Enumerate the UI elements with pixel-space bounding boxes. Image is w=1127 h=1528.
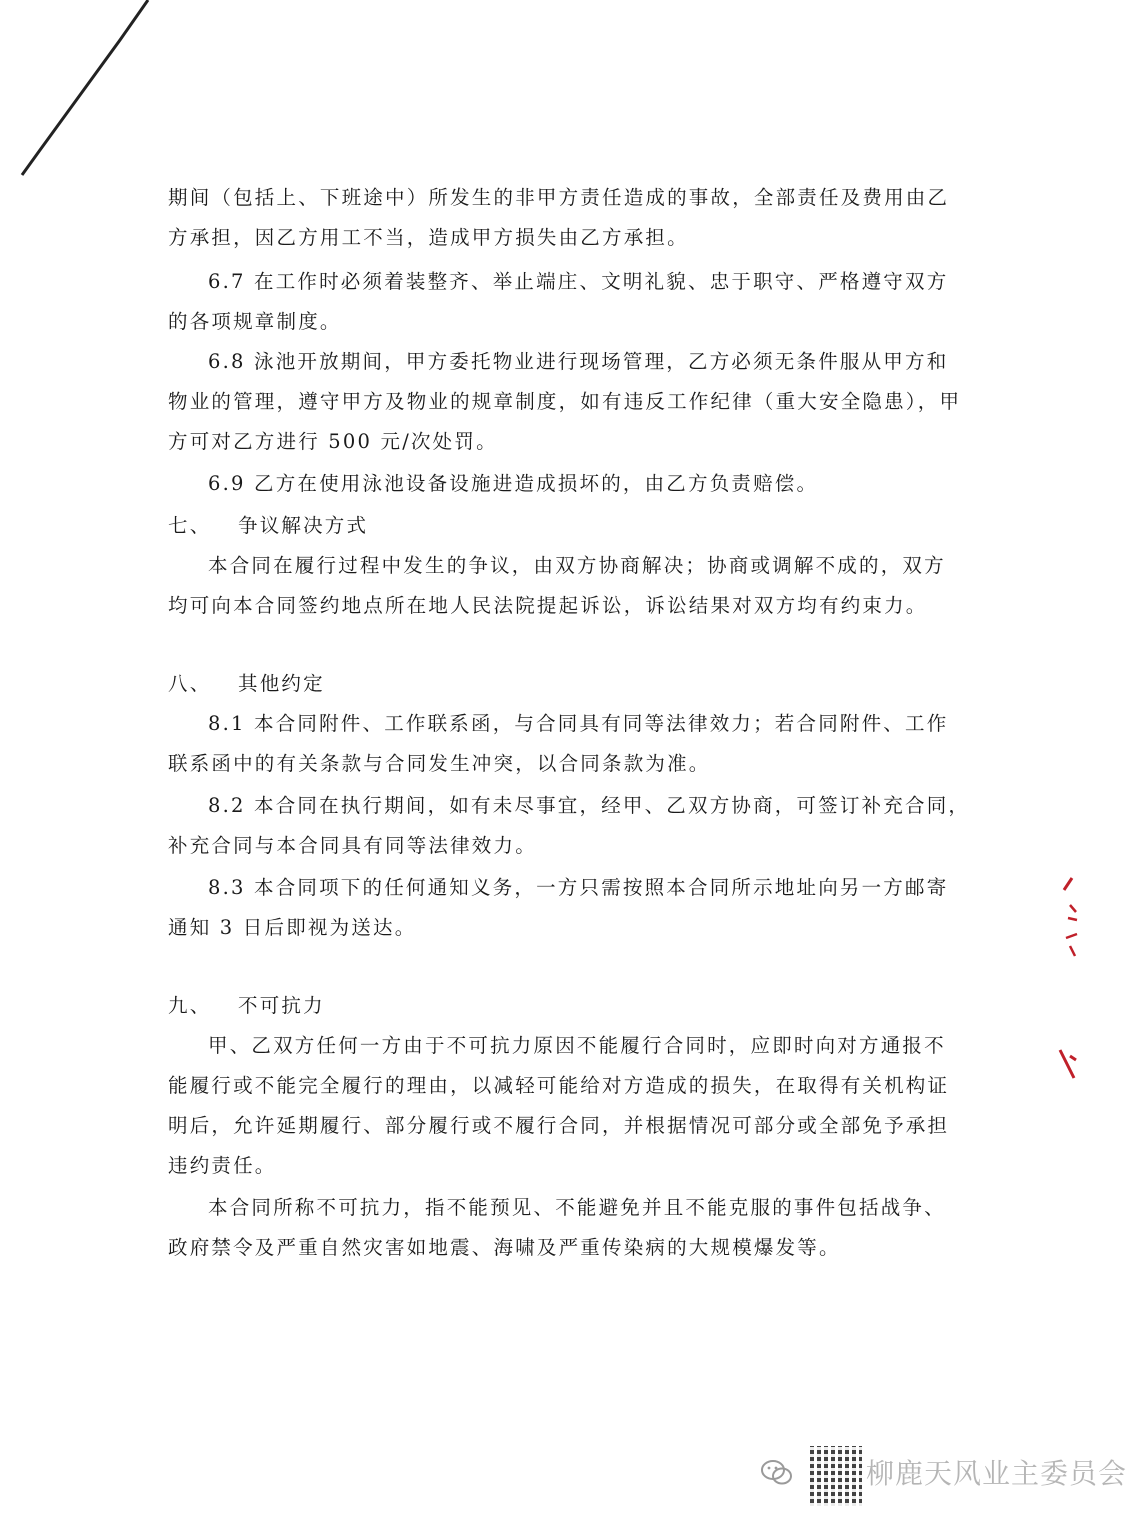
heading-title: 不可抗力 <box>238 994 325 1017</box>
paragraph-line: 的各项规章制度。 <box>168 310 342 333</box>
paragraph-line: 本合同在履行过程中发生的争议，由双方协商解决；协商或调解不成的，双方 <box>208 554 946 577</box>
paragraph-line: 联系函中的有关条款与合同发生冲突，以合同条款为准。 <box>168 752 711 775</box>
paragraph-line: 违约责任。 <box>168 1154 277 1177</box>
paragraph-line: 通知 3 日后即视为送达。 <box>168 916 417 939</box>
clause-6-8: 6.8 泳池开放期间，甲方委托物业进行现场管理，乙方必须无条件服从甲方和 <box>208 350 949 373</box>
paragraph-line: 物业的管理，遵守甲方及物业的规章制度，如有违反工作纪律（重大安全隐患），甲 <box>168 390 962 413</box>
qr-code-pattern <box>810 1446 862 1506</box>
section-heading-8 <box>168 664 325 704</box>
paragraph-line: 甲、乙双方任何一方由于不可抗力原因不能履行合同时，应即时向对方通报不 <box>208 1034 946 1057</box>
clause-6-9: 6.9 乙方在使用泳池设备设施进造成损坏的，由乙方负责赔偿。 <box>208 472 819 495</box>
clause-8-2: 8.2 本合同在执行期间，如有未尽事宜，经甲、乙双方协商，可签订补充合同， <box>208 794 971 817</box>
section-heading-9 <box>168 986 325 1026</box>
paragraph-line: 期间（包括上、下班途中）所发生的非甲方责任造成的事故，全部责任及费用由乙 <box>168 186 950 209</box>
wechat-icon <box>760 1458 794 1488</box>
page-fold-line <box>0 0 160 200</box>
heading-title: 其他约定 <box>238 672 325 695</box>
paragraph-line: 方承担，因乙方用工不当，造成甲方损失由乙方承担。 <box>168 226 689 249</box>
heading-title: 争议解决方式 <box>238 514 369 537</box>
clause-8-1: 8.1 本合同附件、工作联系函，与合同具有同等法律效力；若合同附件、工作 <box>208 712 949 735</box>
paragraph-line: 补充合同与本合同具有同等法律效力。 <box>168 834 537 857</box>
paragraph-line: 均可向本合同签约地点所在地人民法院提起诉讼，诉讼结果对双方均有约束力。 <box>168 594 928 617</box>
clause-8-3: 8.3 本合同项下的任何通知义务，一方只需按照本合同所示地址向另一方邮寄 <box>208 876 949 899</box>
paragraph-line: 明后，允许延期履行、部分履行或不履行合同，并根据情况可部分或全部免予承担 <box>168 1114 950 1137</box>
section-heading-7 <box>168 506 368 546</box>
heading-number: 八、 <box>168 672 212 695</box>
paragraph-line: 能履行或不能完全履行的理由，以减轻可能给对方造成的损失，在取得有关机构证 <box>168 1074 950 1097</box>
watermark-text: 柳鹿天风业主委员会 <box>866 1457 1127 1490</box>
heading-number: 七、 <box>168 514 212 537</box>
seal-stamp-edge <box>1050 860 1080 1090</box>
paragraph-line: 政府禁令及严重自然灾害如地震、海啸及严重传染病的大规模爆发等。 <box>168 1236 841 1259</box>
paragraph-line: 本合同所称不可抗力，指不能预见、不能避免并且不能克服的事件包括战争、 <box>208 1196 946 1219</box>
paragraph-line: 方可对乙方进行 500 元/次处罚。 <box>168 430 498 453</box>
heading-number: 九、 <box>168 994 212 1017</box>
clause-6-7: 6.7 在工作时必须着装整齐、举止端庄、文明礼貌、忠于职守、严格遵守双方 <box>208 270 949 293</box>
